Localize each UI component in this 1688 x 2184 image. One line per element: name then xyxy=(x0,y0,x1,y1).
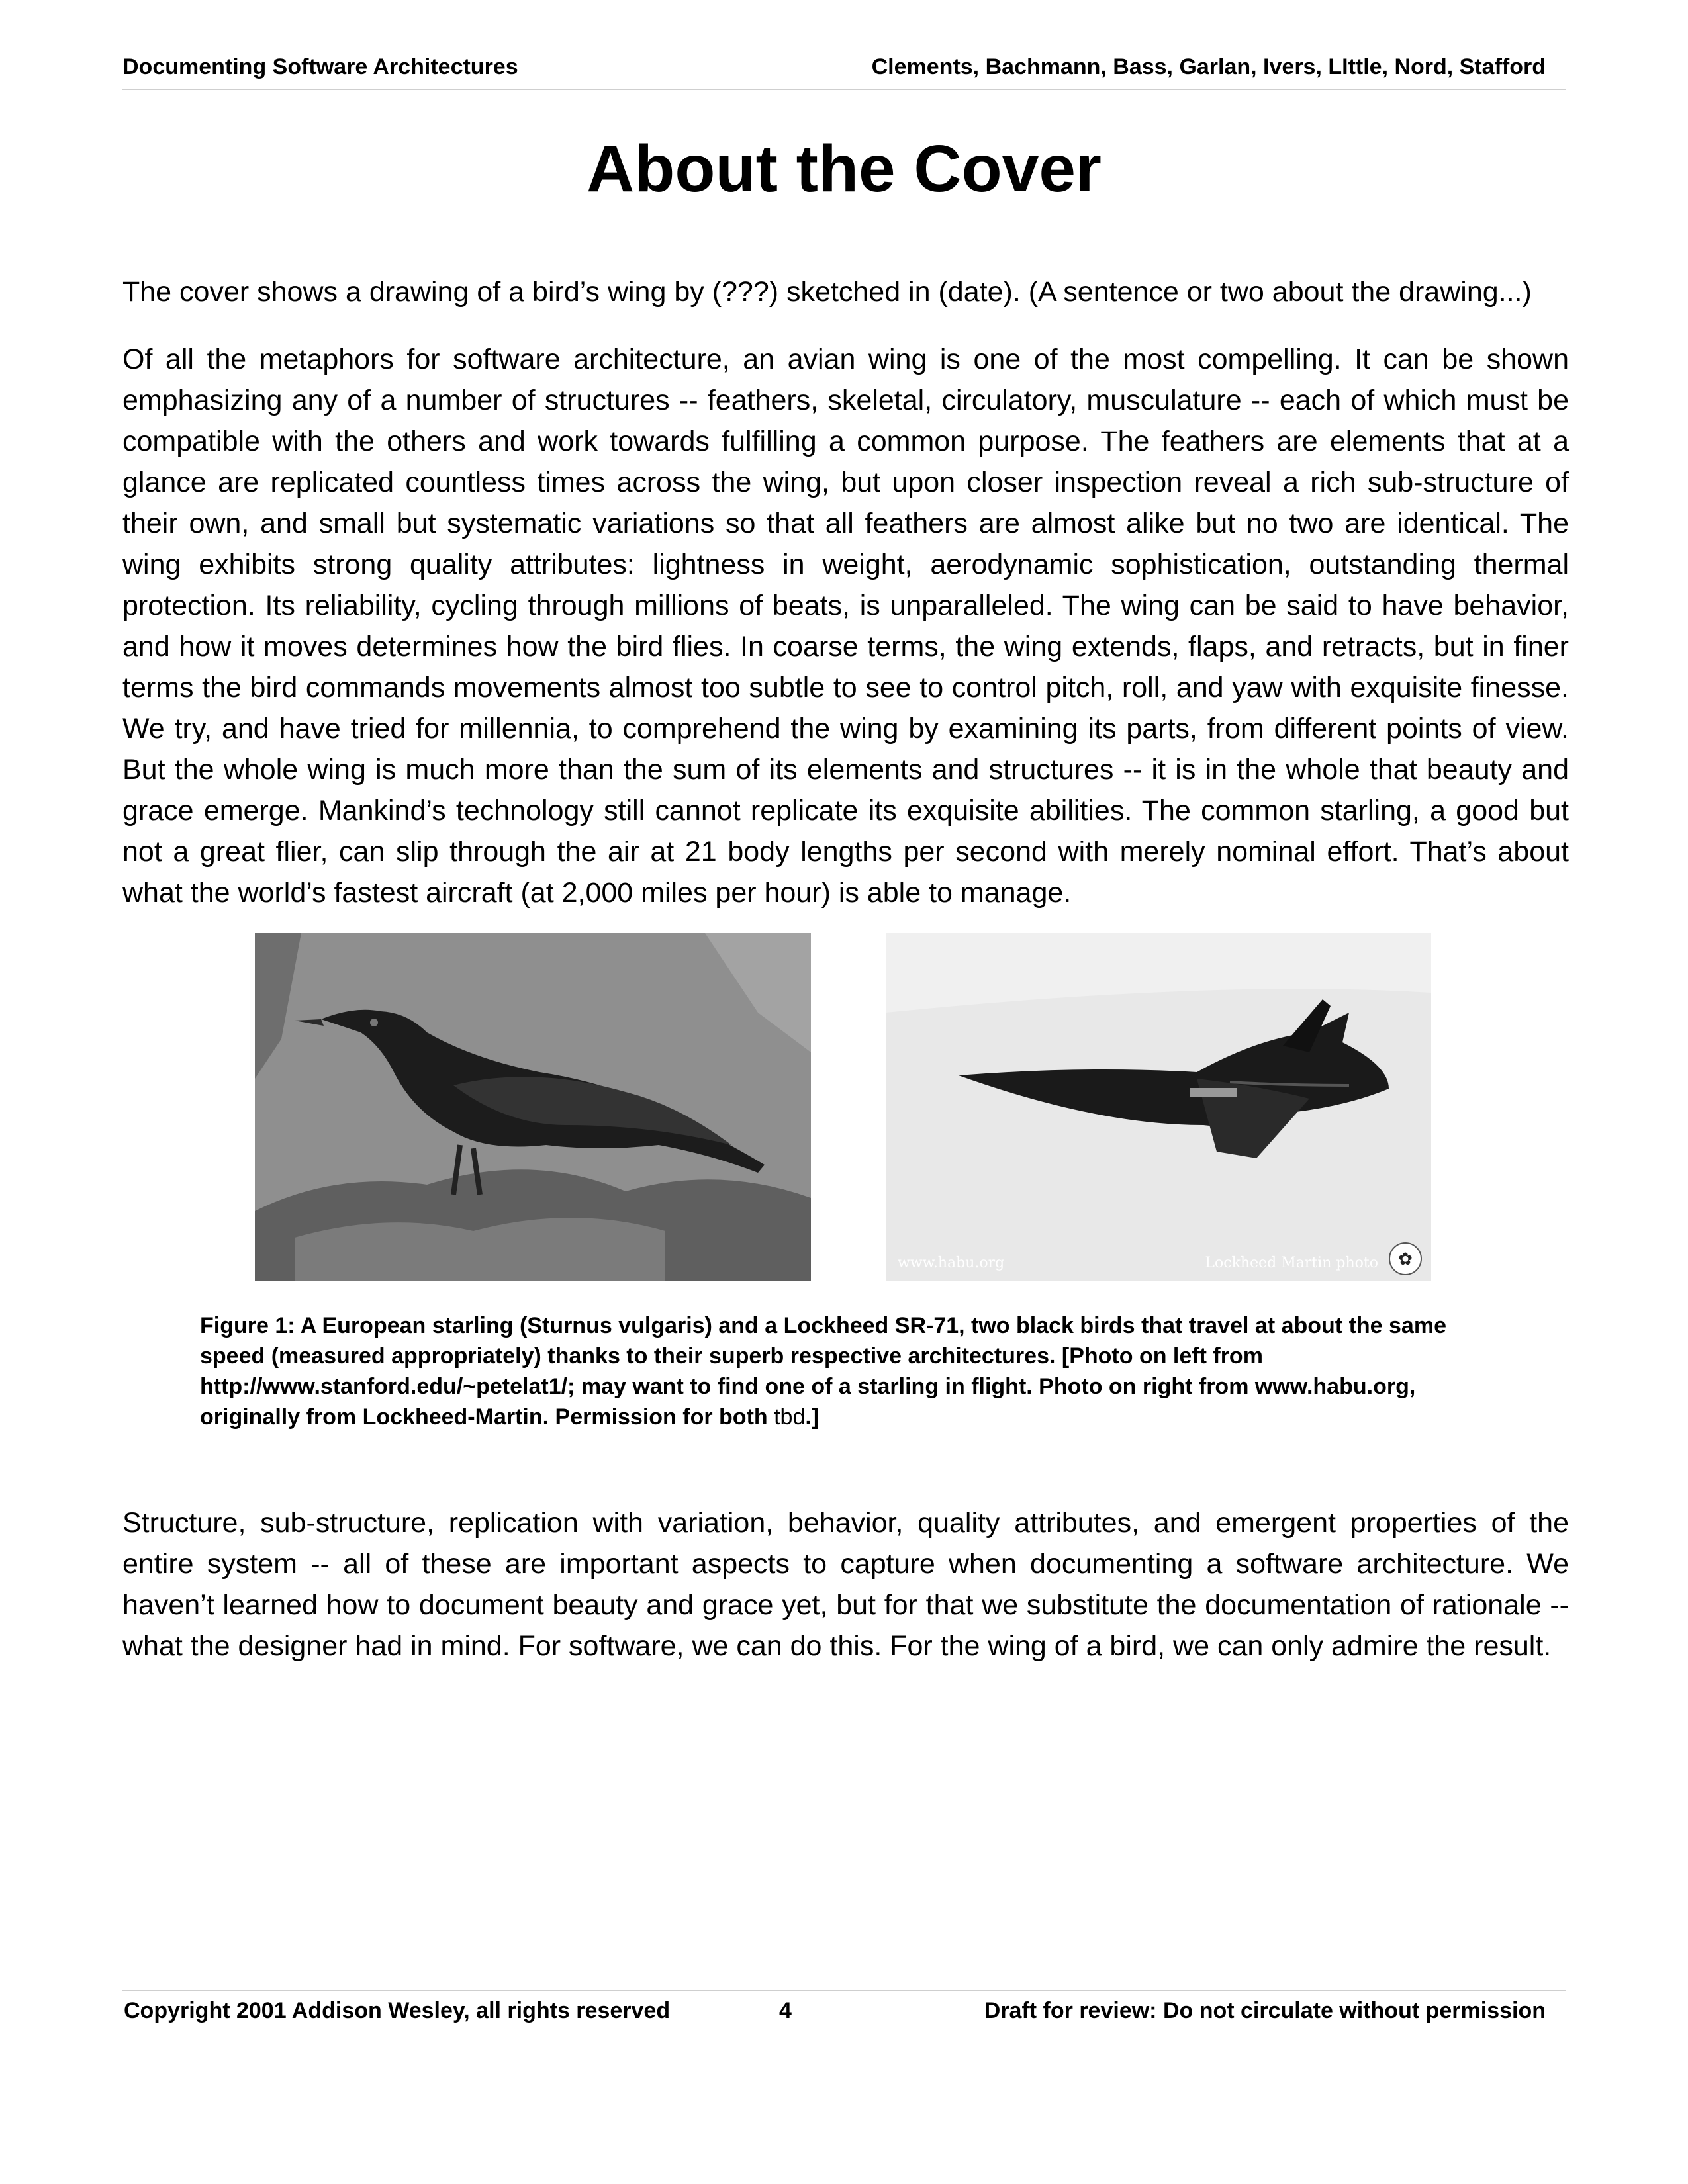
page-footer xyxy=(122,1990,1566,2023)
footer-copyright: Copyright 2001 Addison Wesley, all rights reserved xyxy=(124,1998,671,2023)
running-header xyxy=(122,52,1566,90)
lockheed-watermark: Lockheed Martin photo xyxy=(1205,1255,1378,1271)
caption-text: Figure 1: A European starling (Sturnus vulgaris) and a Lockheed SR-71, two black birds that travel at about the same speed (measured appropriately) thanks to their superb respective architectures. [Photo on left from http://www.stanford.edu/~petelat1/; may want to find one of a starling in flight. Photo on right from www.habu.org, originally from Lockheed-Martin. Permission for both xyxy=(200,1313,1446,1430)
metaphor-paragraph: Of all the metaphors for software architecture, an avian wing is one of the most compelling. It can be shown emphasizing any of a number of structures -- feathers, skeletal, circulatory, musculature -- each of which must be compatible with the others and work towards fulfilling a common purpose. The feathers are elements that at a glance are replicated countless times across the wing, but upon closer inspection reveal a rich sub-structure of their own, and small but systematic variations so that all feathers are almost alike but no two are identical. The wing exhibits strong quality attributes: lightness in weight, aerodynamic sophistication, outstanding thermal protection. Its reliability, cycling through millions of beats, is unparalleled. The wing can be said to have behavior, and how it moves determines how the bird flies. In coarse terms, the wing extends, flaps, and retracts, but in finer terms the bird commands movements almost too subtle to see to control pitch, roll, and yaw with exquisite finesse. We try, and have tried for millennia, to comprehend the wing by examining its parts, from different points of view. But the whole wing is much more than the sum of its elements and structures -- it is in the whole that beauty and grace emerge. Mankind’s technology still cannot replicate its exquisite abilities. The common starling, a good but not a great flier, can slip through the air at 21 body lengths per second with merely nominal effort. That’s about what the world’s fastest aircraft (at 2,000 miles per hour) is able to manage. xyxy=(122,343,1569,909)
starling-illustration xyxy=(255,933,811,1281)
page-title: About the Cover xyxy=(586,132,1102,206)
sr71-photo xyxy=(886,933,1431,1281)
intro-paragraph: The cover shows a drawing of a bird’s wing by (???) sketched in (date). (A sentence or two about the drawing...) xyxy=(122,276,1532,308)
caption-end: .] xyxy=(805,1404,820,1430)
starling-photo xyxy=(255,933,811,1281)
habu-watermark: www.habu.org xyxy=(898,1255,1005,1271)
footer-draft-notice: Draft for review: Do not circulate without permission xyxy=(984,1998,1546,2023)
conclusion-paragraph: Structure, sub-structure, replication with variation, behavior, quality attributes, and emergent properties of the entire system -- all of these are important aspects to capture when documenting a software architecture. We haven’t learned how to document beauty and grace yet, but for that we substitute the documentation of rationale -- what the designer had in mind. For software, we can do this. For the wing of a bird, we can only admire the result. xyxy=(122,1507,1569,1662)
header-book-title: Documenting Software Architectures xyxy=(122,54,518,79)
caption-tbd: tbd xyxy=(774,1404,806,1430)
figure-caption xyxy=(200,1310,1497,1432)
sr71-illustration xyxy=(886,933,1431,1281)
photo-logo-icon: ✿ xyxy=(1389,1242,1422,1275)
footer-page-number: 4 xyxy=(779,1998,792,2023)
header-authors: Clements, Bachmann, Bass, Garlan, Ivers, LIttle, Nord, Stafford xyxy=(871,54,1546,79)
